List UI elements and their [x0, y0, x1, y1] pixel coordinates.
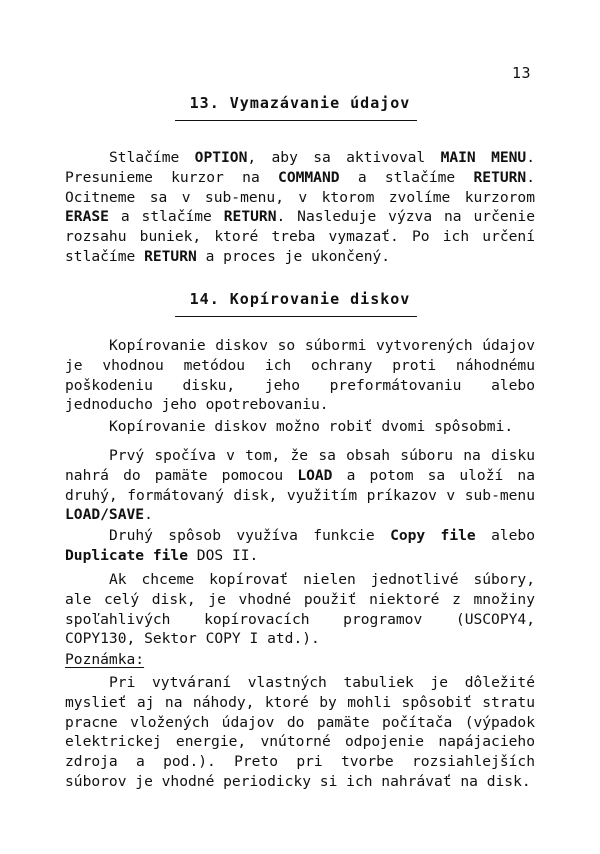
note-label: Poznámka:	[65, 651, 145, 668]
emphasized-term: Duplicate file	[65, 546, 189, 564]
text-run: Prvý spočíva v tom, že sa obsah súboru na disku nahrá do pamäte pomocou	[65, 447, 535, 484]
emphasized-term: OPTION	[194, 149, 248, 166]
section-14-heading: 14. Kopírovanie diskov	[189, 290, 411, 308]
section-14-paragraph-1	[65, 336, 535, 415]
text-run: Stlačíme	[109, 149, 195, 166]
text-run: DOS II.	[188, 546, 259, 564]
emphasized-term: Copy file	[390, 527, 476, 544]
text-run: Kopírovanie diskov možno robiť dvomi spôsobmi.	[109, 418, 514, 435]
note-paragraph	[65, 673, 535, 792]
text-run: , aby sa aktivoval	[247, 149, 441, 166]
section-13-heading-rule	[175, 120, 417, 121]
text-run: Druhý spôsob využíva funkcie	[109, 527, 391, 544]
emphasized-term: COMMAND	[278, 168, 340, 186]
emphasized-term: RETURN	[473, 168, 527, 186]
text-run: .	[144, 506, 153, 524]
emphasized-term: RETURN	[223, 208, 277, 226]
text-run: a stlačíme	[339, 168, 474, 186]
text-run: a potom sa uloží na druhý, formátovaný disk, využitím príkazov v sub-menu	[65, 466, 535, 504]
text-run: . Nasleduje výzva na určenie rozsahu buniek, ktoré treba vymazať. Po ich určení stlačíme	[65, 208, 536, 265]
emphasized-term: LOAD/SAVE	[65, 506, 145, 524]
text-run: . Presunieme kurzor na	[65, 149, 536, 186]
text-run: Ak chceme kopírovať nielen jednotlivé súbory, ale celý disk, je vhodné použiť niektoré z množiny spoľahlivých kopírovacích programov (USCOPY4, COPY130, Sektor COPY I atd.).	[65, 571, 535, 648]
section-14-paragraph-4	[65, 526, 535, 566]
emphasized-term: RETURN	[144, 247, 197, 265]
emphasized-term: LOAD	[297, 466, 333, 484]
text-run: a proces je ukončený.	[196, 247, 391, 265]
section-13-heading: 13. Vymazávanie údajov	[189, 94, 411, 112]
section-14-paragraph-3	[65, 446, 535, 525]
emphasized-term: MAIN MENU	[440, 149, 527, 166]
text-run: alebo	[475, 527, 536, 544]
page-number: 13	[512, 64, 532, 82]
section-14-paragraph-2	[65, 417, 535, 437]
section-13-paragraph	[65, 148, 535, 267]
text-run: a stlačíme	[108, 208, 224, 226]
section-14-paragraph-5	[65, 570, 535, 649]
text-run: Pri vytváraní vlastných tabuliek je dôležité myslieť aj na náhody, ktoré by mohli spôsobiť stratu pracne vložených údajov do pamäte počítača (výpadok elektrickej energie, vnútorné odpojenie napájacieho zdroja a pod.). Preto pri tvorbe rozsiahlejších súborov je vhodné periodicky si ich nahrávať na disk.	[65, 674, 535, 790]
text-run: . Ocitneme sa v sub-menu, v ktorom zvolíme kurzorom	[65, 168, 536, 206]
emphasized-term: ERASE	[65, 208, 109, 226]
text-run: Kopírovanie diskov so súbormi vytvorených údajov je vhodnou metódou ich ochrany proti náhodnému poškodeniu disku, jeho preformátovaniu alebo jednoducho jeho opotrebovaniu.	[65, 337, 535, 414]
section-14-heading-rule	[175, 316, 417, 317]
